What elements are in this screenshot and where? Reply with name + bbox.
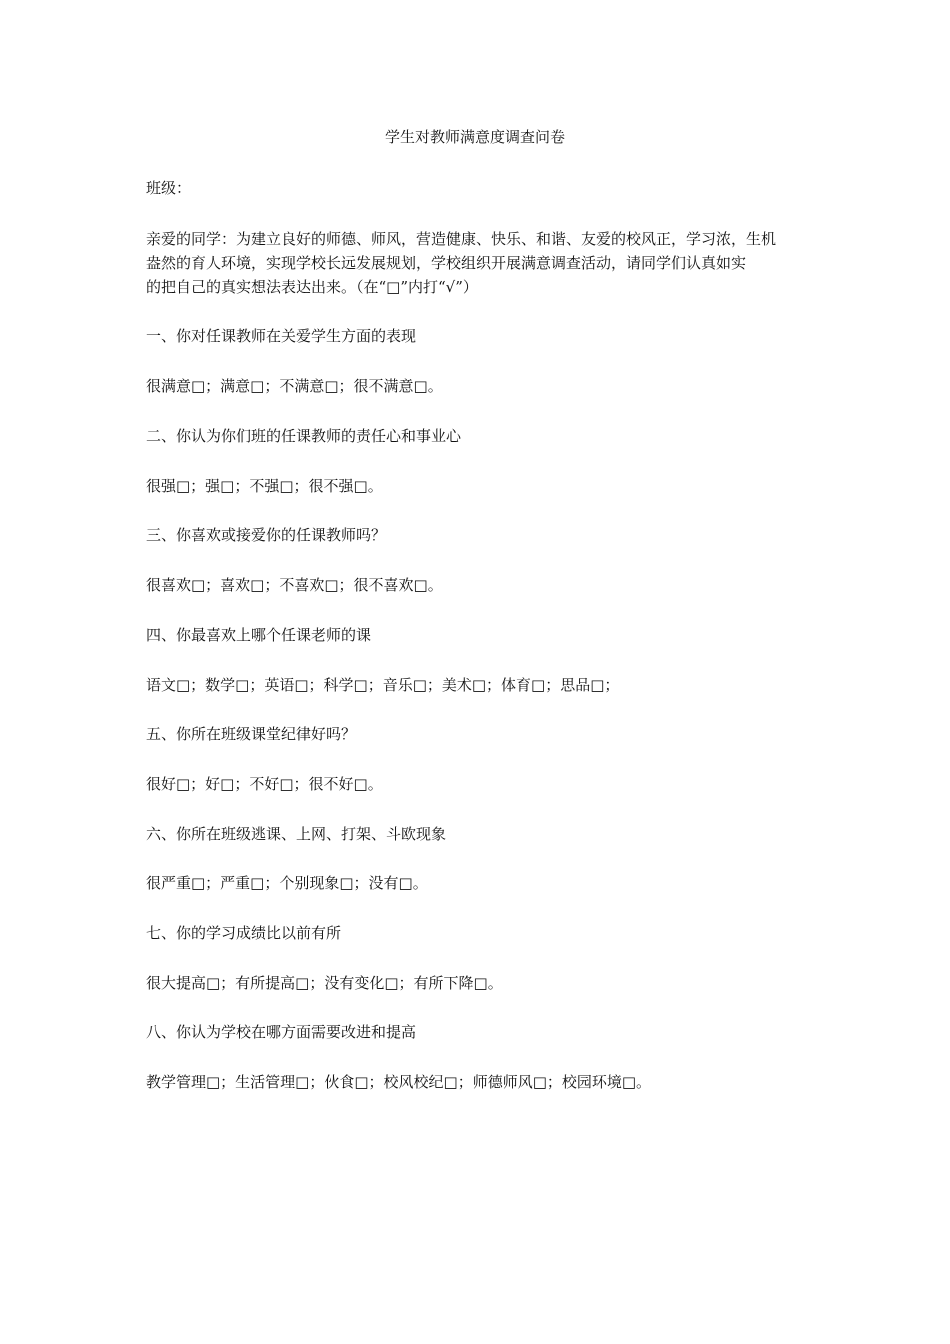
question-2: 二、你认为你们班的任课教师的责任心和事业心 bbox=[146, 427, 462, 445]
question-6: 六、你所在班级逃课、上网、打架、斗欧现象 bbox=[146, 825, 447, 843]
question-8-options: 教学管理□；生活管理□；伙食□；校风校纪□；师德师风□；校园环境□。 bbox=[146, 1073, 652, 1091]
question-1-options: 很满意□；满意□；不满意□；很不满意□。 bbox=[146, 377, 443, 395]
question-5: 五、你所在班级课堂纪律好吗？ bbox=[146, 725, 357, 743]
question-8: 八、你认为学校在哪方面需要改进和提高 bbox=[146, 1023, 417, 1041]
question-7-options: 很大提高□；有所提高□；没有变化□；有所下降□。 bbox=[146, 974, 503, 992]
question-1: 一、你对任课教师在关爱学生方面的表现 bbox=[146, 327, 417, 345]
question-3-options: 很喜欢□；喜欢□；不喜欢□；很不喜欢□。 bbox=[146, 576, 443, 594]
question-7: 七、你的学习成绩比以前有所 bbox=[146, 924, 342, 942]
question-5-options: 很好□；好□；不好□；很不好□。 bbox=[146, 775, 383, 793]
class-label: 班级： bbox=[146, 179, 192, 197]
intro-paragraph bbox=[146, 227, 816, 299]
question-3: 三、你喜欢或接爱你的任课教师吗？ bbox=[146, 526, 387, 544]
question-6-options: 很严重□；严重□；个别现象□；没有□。 bbox=[146, 874, 428, 892]
intro-line: 亲爱的同学：为建立良好的师德、师风，营造健康、快乐、和谐、友爱的校风正，学习浓，生机 bbox=[146, 230, 777, 248]
intro-line: 的把自己的真实想法表达出来。（在“□”内打“√”） bbox=[146, 278, 478, 296]
document-title: 学生对教师满意度调查问卷 bbox=[384, 128, 565, 146]
question-2-options: 很强□；强□；不强□；很不强□。 bbox=[146, 477, 383, 495]
intro-line: 盎然的育人环境，实现学校长远发展规划，学校组织开展满意调查活动，请同学们认真如实 bbox=[146, 254, 747, 272]
question-4-options: 语文□；数学□；英语□；科学□；音乐□；美术□；体育□；思品□； bbox=[146, 676, 620, 694]
question-4: 四、你最喜欢上哪个任课老师的课 bbox=[146, 626, 372, 644]
